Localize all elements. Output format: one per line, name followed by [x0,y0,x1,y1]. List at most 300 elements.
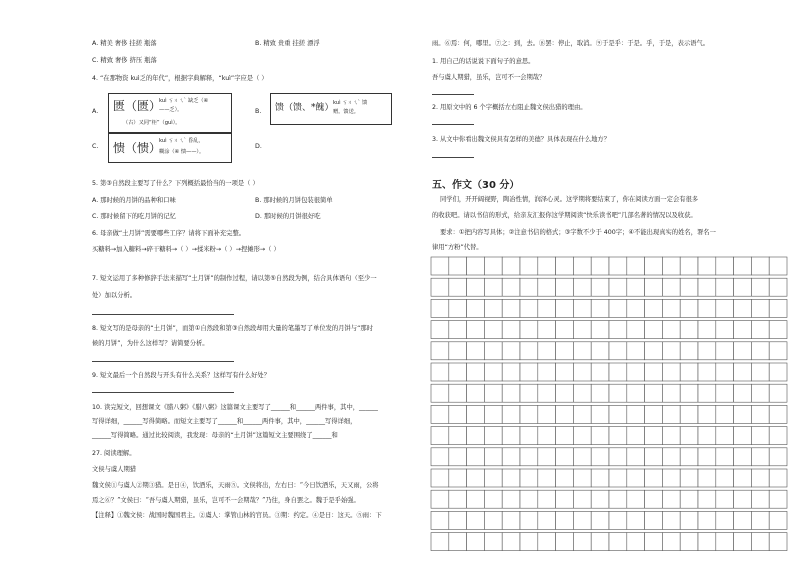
grid-cell[interactable] [502,278,520,296]
grid-cell[interactable] [609,384,627,402]
grid-cell[interactable] [538,321,556,339]
dict-line-a2: ——乏）。 [159,107,183,113]
grid-cell[interactable] [449,384,467,402]
grid-cell[interactable] [449,278,467,296]
grid-cell[interactable] [716,299,734,317]
grid-cell[interactable] [502,384,520,402]
grid-cell[interactable] [716,448,734,466]
grid-cell[interactable] [538,405,556,423]
grid-cell[interactable] [556,469,574,487]
grid-cell[interactable] [609,278,627,296]
grid-cell[interactable] [556,533,574,551]
grid-cell[interactable] [698,321,716,339]
grid-cell[interactable] [645,342,663,360]
grid-cell[interactable] [431,257,449,275]
grid-cell[interactable] [467,427,485,445]
grid-cell[interactable] [751,384,769,402]
grid-cell[interactable] [698,257,716,275]
grid-cell[interactable] [520,363,538,381]
grid-cell[interactable] [662,490,680,508]
grid-cell[interactable] [573,448,591,466]
grid-cell[interactable] [645,533,663,551]
grid-cell[interactable] [769,469,787,487]
grid-cell[interactable] [467,299,485,317]
grid-cell[interactable] [645,384,663,402]
grid-cell[interactable] [467,363,485,381]
grid-cell[interactable] [573,299,591,317]
grid-cell[interactable] [484,299,502,317]
grid-cell[interactable] [662,384,680,402]
grid-cell[interactable] [716,342,734,360]
grid-cell[interactable] [734,321,752,339]
grid-cell[interactable] [520,469,538,487]
grid-cell[interactable] [680,511,698,529]
grid-cell[interactable] [484,405,502,423]
grid-cell[interactable] [591,299,609,317]
grid-cell[interactable] [431,448,449,466]
grid-cell[interactable] [627,405,645,423]
grid-cell[interactable] [502,427,520,445]
grid-cell[interactable] [502,448,520,466]
grid-cell[interactable] [502,469,520,487]
grid-cell[interactable] [591,427,609,445]
grid-cell[interactable] [698,427,716,445]
grid-cell[interactable] [751,533,769,551]
grid-cell[interactable] [662,363,680,381]
rq3-answer-line[interactable] [432,157,474,158]
grid-cell[interactable] [609,342,627,360]
grid-cell[interactable] [484,257,502,275]
grid-cell[interactable] [734,448,752,466]
grid-cell[interactable] [573,257,591,275]
grid-cell[interactable] [449,363,467,381]
grid-cell[interactable] [467,384,485,402]
grid-cell[interactable] [627,363,645,381]
grid-cell[interactable] [734,490,752,508]
grid-cell[interactable] [680,448,698,466]
grid-cell[interactable] [431,490,449,508]
grid-cell[interactable] [680,533,698,551]
grid-cell[interactable] [484,321,502,339]
grid-cell[interactable] [609,321,627,339]
grid-cell[interactable] [662,427,680,445]
grid-cell[interactable] [538,490,556,508]
grid-cell[interactable] [556,405,574,423]
grid-cell[interactable] [484,384,502,402]
grid-cell[interactable] [751,448,769,466]
grid-cell[interactable] [680,321,698,339]
grid-cell[interactable] [627,427,645,445]
grid-cell[interactable] [645,427,663,445]
grid-cell[interactable] [609,533,627,551]
grid-cell[interactable] [520,427,538,445]
grid-cell[interactable] [520,405,538,423]
grid-cell[interactable] [662,299,680,317]
grid-cell[interactable] [698,533,716,551]
grid-cell[interactable] [484,363,502,381]
grid-cell[interactable] [431,533,449,551]
grid-cell[interactable] [645,299,663,317]
grid-cell[interactable] [556,299,574,317]
grid-cell[interactable] [573,469,591,487]
grid-cell[interactable] [645,257,663,275]
grid-cell[interactable] [502,533,520,551]
grid-cell[interactable] [431,278,449,296]
grid-cell[interactable] [734,469,752,487]
grid-cell[interactable] [431,469,449,487]
grid-cell[interactable] [645,405,663,423]
grid-cell[interactable] [538,427,556,445]
grid-cell[interactable] [751,469,769,487]
grid-cell[interactable] [538,299,556,317]
grid-cell[interactable] [520,299,538,317]
grid-cell[interactable] [662,278,680,296]
grid-cell[interactable] [769,342,787,360]
grid-cell[interactable] [751,342,769,360]
grid-cell[interactable] [645,469,663,487]
grid-cell[interactable] [591,342,609,360]
q5-option-c: C. 那时候留下的吃月饼的记忆 [92,213,176,220]
grid-cell[interactable] [662,257,680,275]
grid-cell[interactable] [734,384,752,402]
grid-cell[interactable] [680,342,698,360]
grid-cell[interactable] [502,257,520,275]
grid-cell[interactable] [734,533,752,551]
grid-cell[interactable] [573,533,591,551]
grid-cell[interactable] [716,533,734,551]
grid-cell[interactable] [769,533,787,551]
grid-cell[interactable] [698,342,716,360]
grid-cell[interactable] [627,469,645,487]
grid-cell[interactable] [698,490,716,508]
grid-cell[interactable] [591,363,609,381]
grid-cell[interactable] [431,342,449,360]
grid-cell[interactable] [734,278,752,296]
passage-title: 文侯与虞人期猎 [92,466,137,473]
grid-cell[interactable] [556,490,574,508]
grid-cell[interactable] [734,427,752,445]
grid-cell[interactable] [645,511,663,529]
grid-cell[interactable] [591,405,609,423]
grid-cell[interactable] [467,257,485,275]
grid-cell[interactable] [769,257,787,275]
grid-cell[interactable] [698,384,716,402]
grid-cell[interactable] [645,490,663,508]
grid-cell[interactable] [449,427,467,445]
grid-cell[interactable] [467,448,485,466]
grid-cell[interactable] [573,511,591,529]
grid-cell[interactable] [609,448,627,466]
grid-cell[interactable] [769,278,787,296]
grid-cell[interactable] [520,448,538,466]
grid-cell[interactable] [680,257,698,275]
grid-cell[interactable] [716,321,734,339]
question-8-line2: 候的月饼”，为什么这样写？请简要分析。 [92,340,209,347]
option-b: B. 精致 贵重 挂搓 漂浮 [255,40,320,47]
grid-cell[interactable] [449,469,467,487]
grid-cell[interactable] [449,511,467,529]
grid-cell[interactable] [591,490,609,508]
grid-cell[interactable] [573,363,591,381]
q7-answer-line[interactable] [92,314,234,315]
grid-cell[interactable] [627,384,645,402]
grid-cell[interactable] [680,363,698,381]
grid-cell[interactable] [609,511,627,529]
grid-cell[interactable] [609,257,627,275]
grid-cell[interactable] [556,257,574,275]
grid-cell[interactable] [627,448,645,466]
grid-cell[interactable] [467,342,485,360]
grid-cell[interactable] [467,321,485,339]
grid-cell[interactable] [769,384,787,402]
grid-cell[interactable] [520,321,538,339]
grid-cell[interactable] [751,299,769,317]
grid-cell[interactable] [467,511,485,529]
grid-cell[interactable] [467,490,485,508]
grid-cell[interactable] [520,278,538,296]
grid-cell[interactable] [716,384,734,402]
grid-cell[interactable] [484,511,502,529]
grid-cell[interactable] [538,257,556,275]
grid-cell[interactable] [591,278,609,296]
grid-cell[interactable] [662,533,680,551]
grid-cell[interactable] [716,257,734,275]
grid-cell[interactable] [627,490,645,508]
grid-cell[interactable] [484,278,502,296]
q6-process-flow: 买糖料→加入糖料→碎干糖料→（ ）→揉米粉→（ ）→捏摊形→（ ） [92,246,280,253]
grid-cell[interactable] [449,448,467,466]
grid-cell[interactable] [467,533,485,551]
passage-line2: 焉之⑥？”文侯曰：“吾与虞人期猎，虽乐，岂可不一会期哉？”乃往，身自罢之。魏于是乎始强。 [92,497,360,504]
grid-cell[interactable] [556,363,574,381]
grid-cell[interactable] [769,427,787,445]
grid-cell[interactable] [769,299,787,317]
grid-cell[interactable] [645,448,663,466]
grid-cell[interactable] [449,321,467,339]
grid-cell[interactable] [751,363,769,381]
grid-cell[interactable] [716,405,734,423]
grid-cell[interactable] [662,448,680,466]
grid-cell[interactable] [502,405,520,423]
grid-cell[interactable] [431,511,449,529]
grid-cell[interactable] [520,257,538,275]
grid-cell[interactable] [645,363,663,381]
grid-cell[interactable] [609,427,627,445]
grid-cell[interactable] [698,299,716,317]
grid-cell[interactable] [751,405,769,423]
grid-cell[interactable] [467,405,485,423]
q8-answer-line[interactable] [92,361,234,362]
grid-cell[interactable] [680,490,698,508]
grid-cell[interactable] [734,342,752,360]
grid-cell[interactable] [627,299,645,317]
grid-cell[interactable] [449,490,467,508]
grid-cell[interactable] [680,278,698,296]
grid-cell[interactable] [769,511,787,529]
grid-cell[interactable] [662,469,680,487]
grid-cell[interactable] [538,384,556,402]
question-10-line3: ______写得简略。通过比较阅读，我发现：母亲的“土月饼”这篇短文主要围绕了______和 [92,432,338,439]
grid-cell[interactable] [484,533,502,551]
grid-cell[interactable] [769,448,787,466]
grid-cell[interactable] [698,363,716,381]
grid-cell[interactable] [591,511,609,529]
q4-label-b: B. [255,108,262,115]
grid-cell[interactable] [698,448,716,466]
grid-cell[interactable] [662,511,680,529]
grid-cell[interactable] [751,278,769,296]
grid-cell[interactable] [573,321,591,339]
grid-cell[interactable] [538,448,556,466]
grid-cell[interactable] [502,321,520,339]
grid-cell[interactable] [609,299,627,317]
grid-cell[interactable] [449,299,467,317]
grid-cell[interactable] [716,469,734,487]
grid-cell[interactable] [609,469,627,487]
grid-cell[interactable] [573,490,591,508]
grid-cell[interactable] [716,363,734,381]
grid-cell[interactable] [751,427,769,445]
grid-cell[interactable] [751,321,769,339]
grid-cell[interactable] [627,257,645,275]
grid-cell[interactable] [734,405,752,423]
grid-cell[interactable] [538,533,556,551]
composition-writing-grid[interactable] [430,256,788,556]
grid-cell[interactable] [716,511,734,529]
grid-cell[interactable] [449,257,467,275]
grid-cell[interactable] [449,342,467,360]
grid-cell[interactable] [698,469,716,487]
grid-cell[interactable] [573,405,591,423]
grid-cell[interactable] [662,405,680,423]
grid-cell[interactable] [627,278,645,296]
grid-cell[interactable] [556,427,574,445]
grid-cell[interactable] [734,299,752,317]
grid-cell[interactable] [680,299,698,317]
grid-cell[interactable] [573,278,591,296]
grid-cell[interactable] [556,448,574,466]
grid-cell[interactable] [751,490,769,508]
grid-cell[interactable] [520,490,538,508]
grid-cell[interactable] [431,384,449,402]
grid-cell[interactable] [591,384,609,402]
grid-cell[interactable] [698,511,716,529]
grid-cell[interactable] [556,342,574,360]
grid-cell[interactable] [609,490,627,508]
grid-cell[interactable] [556,511,574,529]
grid-cell[interactable] [680,384,698,402]
grid-cell[interactable] [484,448,502,466]
grid-cell[interactable] [556,321,574,339]
grid-cell[interactable] [449,405,467,423]
grid-cell[interactable] [484,469,502,487]
grid-cell[interactable] [449,533,467,551]
grid-cell[interactable] [662,321,680,339]
grid-cell[interactable] [680,427,698,445]
grid-cell[interactable] [520,342,538,360]
grid-cell[interactable] [484,342,502,360]
rq2-answer-line[interactable] [432,124,474,125]
grid-cell[interactable] [716,278,734,296]
grid-cell[interactable] [538,363,556,381]
rq1-answer-line[interactable] [432,94,474,95]
grid-cell[interactable] [769,363,787,381]
grid-cell[interactable] [502,363,520,381]
grid-cell[interactable] [556,278,574,296]
grid-cell[interactable] [591,257,609,275]
grid-cell[interactable] [538,511,556,529]
grid-cell[interactable] [520,384,538,402]
grid-cell[interactable] [698,405,716,423]
grid-cell[interactable] [769,321,787,339]
grid-cell[interactable] [680,469,698,487]
grid-cell[interactable] [538,278,556,296]
grid-cell[interactable] [538,469,556,487]
grid-cell[interactable] [484,490,502,508]
grid-cell[interactable] [431,321,449,339]
grid-cell[interactable] [520,511,538,529]
grid-cell[interactable] [591,448,609,466]
grid-cell[interactable] [734,363,752,381]
grid-cell[interactable] [662,342,680,360]
q9-answer-line[interactable] [92,392,234,393]
grid-cell[interactable] [751,257,769,275]
grid-cell[interactable] [502,342,520,360]
grid-cell[interactable] [573,342,591,360]
grid-cell[interactable] [609,405,627,423]
grid-cell[interactable] [431,299,449,317]
grid-cell[interactable] [573,427,591,445]
grid-cell[interactable] [627,321,645,339]
grid-cell[interactable] [698,278,716,296]
grid-cell[interactable] [734,511,752,529]
grid-cell[interactable] [573,384,591,402]
grid-cell[interactable] [502,490,520,508]
grid-cell[interactable] [645,278,663,296]
grid-cell[interactable] [734,257,752,275]
grid-cell[interactable] [467,278,485,296]
grid-cell[interactable] [769,490,787,508]
grid-cell[interactable] [520,533,538,551]
grid-cell[interactable] [502,511,520,529]
grid-cell[interactable] [502,299,520,317]
q4-label-a: A. [92,108,99,115]
grid-cell[interactable] [627,511,645,529]
grid-cell[interactable] [591,533,609,551]
grid-cell[interactable] [556,384,574,402]
grid-cell[interactable] [609,363,627,381]
grid-cell[interactable] [538,342,556,360]
grid-cell[interactable] [751,511,769,529]
grid-cell[interactable] [484,427,502,445]
dict-char-c: 愦（愦） [113,141,162,155]
question-4: 4. “在那物资 kuì乏的年代”，根据字典解释，“kuì”字应是（ ） [92,75,268,82]
grid-cell[interactable] [645,321,663,339]
grid-cell[interactable] [431,427,449,445]
grid-cell[interactable] [591,321,609,339]
dict-line-c2: 糊涂（④ 愦——）。 [159,149,205,155]
grid-cell[interactable] [769,405,787,423]
grid-cell[interactable] [431,405,449,423]
grid-cell[interactable] [467,469,485,487]
grid-cell[interactable] [627,342,645,360]
grid-cell[interactable] [627,533,645,551]
grid-cell[interactable] [716,490,734,508]
grid-cell[interactable] [431,363,449,381]
grid-cell[interactable] [591,469,609,487]
grid-cell[interactable] [716,427,734,445]
grid-cell[interactable] [680,405,698,423]
